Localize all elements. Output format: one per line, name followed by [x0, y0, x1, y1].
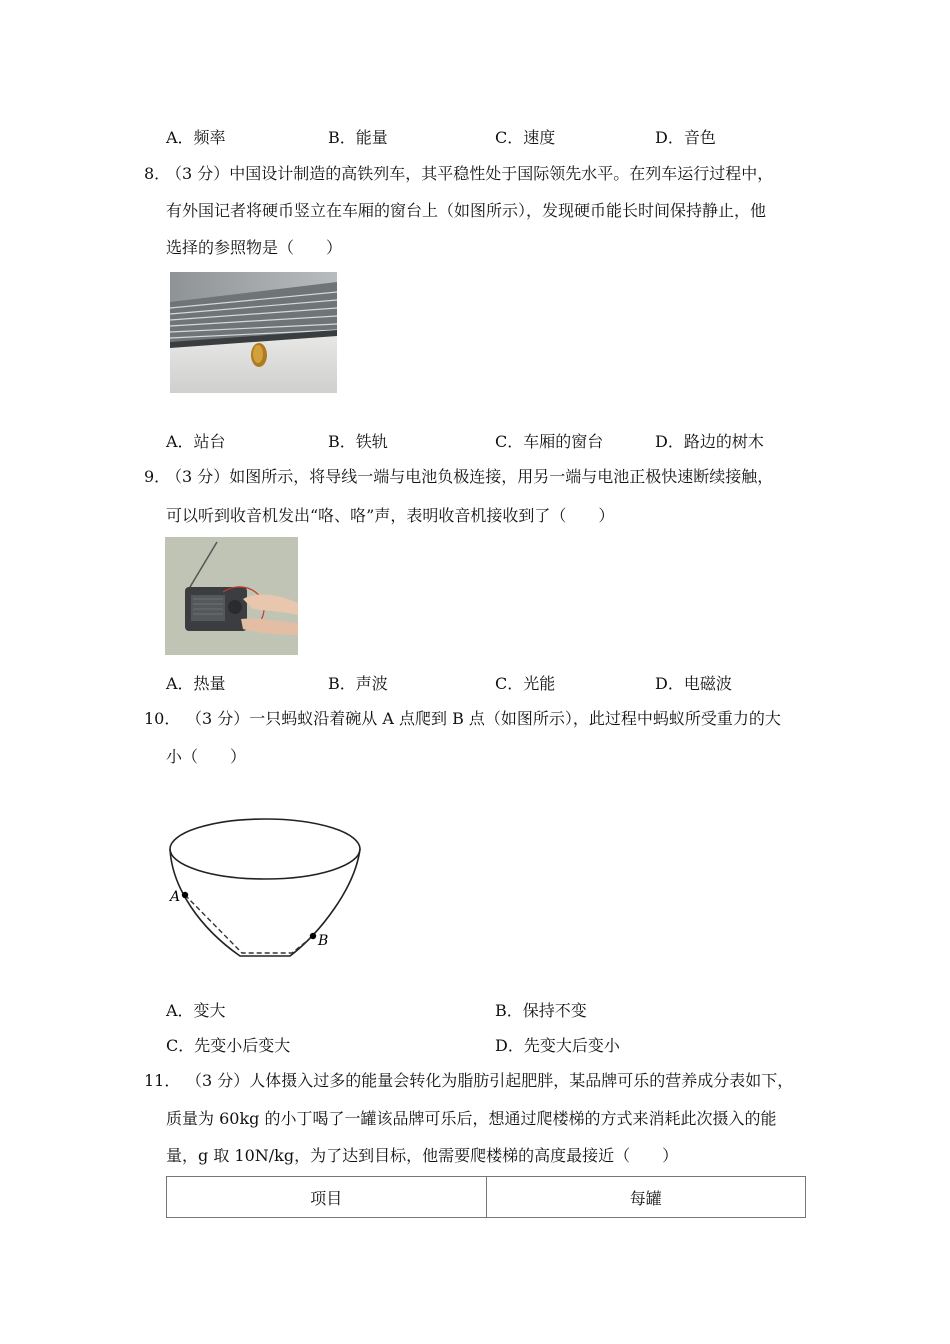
q8-option-d: D．路边的树木 — [655, 432, 764, 451]
radio-battery-photo — [165, 537, 298, 655]
q10-number: 10． — [144, 709, 181, 728]
q11-line-2: 质量为 60kg 的小丁喝了一罐该品牌可乐后，想通过爬楼梯的方式来消耗此次摄入的能 — [166, 1109, 777, 1128]
point-b-label: B — [318, 933, 329, 949]
q10-option-b: B．保持不变 — [495, 1001, 587, 1020]
q9-option-b: B．声波 — [328, 674, 388, 693]
q7-option-c: C．速度 — [495, 128, 556, 147]
q11-number: 11． — [144, 1071, 181, 1090]
q10-line-2: 小（ ） — [166, 747, 247, 766]
point-a-label: A — [170, 889, 181, 905]
q7-option-d: D．音色 — [655, 128, 716, 147]
q11-line-1: （3 分）人体摄入过多的能量会转化为脂肪引起肥胖，某品牌可乐的营养成分表如下， — [186, 1071, 794, 1090]
q8-line-1: （3 分）中国设计制造的高铁列车，其平稳性处于国际领先水平。在列车运行过程中， — [166, 164, 774, 183]
table-header-per-can: 每罐 — [486, 1177, 806, 1218]
q7-option-a: A．频率 — [166, 128, 226, 147]
q9-number: 9． — [144, 467, 171, 486]
q11-line-3: 量，g 取 10N/kg，为了达到目标，他需要爬楼梯的高度最接近（ ） — [166, 1146, 679, 1165]
q8-option-c: C．车厢的窗台 — [495, 432, 604, 451]
q9-line-1: （3 分）如图所示，将导线一端与电池负极连接，用另一端与电池正极快速断续接触， — [166, 467, 774, 486]
bowl-diagram — [160, 808, 370, 968]
q8-line-3: 选择的参照物是（ ） — [166, 238, 343, 257]
q10-option-a: A．变大 — [166, 1001, 226, 1020]
q9-option-c: C．光能 — [495, 674, 556, 693]
point-b-dot — [310, 933, 316, 939]
q8-option-b: B．铁轨 — [328, 432, 388, 451]
q9-option-a: A．热量 — [166, 674, 226, 693]
coin-on-windowsill-photo — [170, 272, 337, 393]
q8-line-2: 有外国记者将硬币竖立在车厢的窗台上（如图所示），发现硬币能长时间保持静止，他 — [166, 201, 767, 220]
q9-option-d: D．电磁波 — [655, 674, 732, 693]
table-header-row — [167, 1177, 806, 1218]
q10-option-c: C．先变小后变大 — [166, 1036, 291, 1055]
q10-line-1: （3 分）一只蚂蚁沿着碗从 A 点爬到 B 点（如图所示），此过程中蚂蚁所受重力的大 — [186, 709, 781, 728]
q10-option-d: D．先变大后变小 — [495, 1036, 620, 1055]
point-a-dot — [182, 892, 188, 898]
q7-option-b: B．能量 — [328, 128, 388, 147]
table-header-item: 项目 — [167, 1177, 487, 1218]
nutrition-table — [166, 1176, 806, 1218]
q8-number: 8． — [144, 164, 171, 183]
q9-line-2: 可以听到收音机发出“咯、咯”声，表明收音机接收到了（ ） — [166, 506, 615, 525]
q8-option-a: A．站台 — [166, 432, 226, 451]
